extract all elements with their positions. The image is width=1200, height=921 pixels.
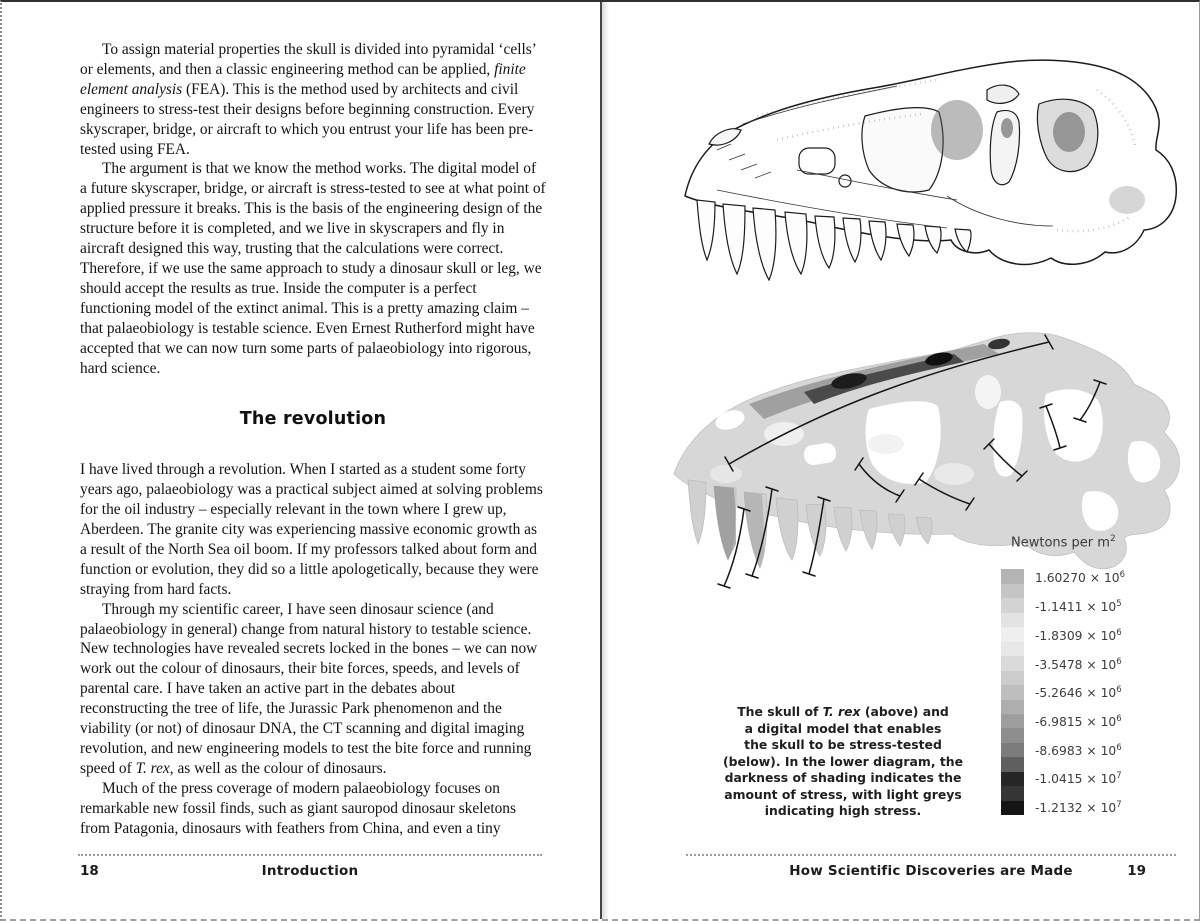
- italic-text-run: finite element analysis: [80, 60, 526, 98]
- legend-title: [1011, 534, 1172, 550]
- text-run: Much of the press coverage of modern palaeobiology focuses on remarkable new fossil finds, such as giant sauropod dinosaur skeletons from Patagonia, dinosaurs with feathers from China, and even a tiny: [80, 779, 516, 837]
- legend-title-text: Newtons per m: [1011, 535, 1110, 551]
- legend-value-exponent: 6: [1116, 627, 1122, 638]
- text-run: (above) and: [860, 704, 949, 719]
- colorbar-step: [1001, 786, 1024, 800]
- legend-value: [1035, 627, 1125, 643]
- paragraph: [80, 779, 546, 839]
- page-number: 19: [1127, 863, 1146, 879]
- caption-line: [699, 721, 987, 738]
- colorbar-step: [1001, 627, 1024, 641]
- legend-value-labels: [1035, 569, 1125, 815]
- figure-caption: [699, 704, 987, 820]
- caption-line: [699, 803, 987, 820]
- caption-line: [699, 737, 987, 754]
- running-head: Introduction: [261, 863, 359, 879]
- legend-value-text: 1.60270 × 10: [1035, 571, 1120, 586]
- colorbar-step: [1001, 728, 1024, 742]
- legend-value-text: -5.2646 × 10: [1035, 686, 1117, 701]
- italic-text-run: T. rex: [822, 704, 861, 719]
- legend-title-superscript: 2: [1109, 534, 1116, 544]
- legend-value-exponent: 7: [1116, 771, 1122, 782]
- legend-value: [1035, 684, 1125, 700]
- colorbar-step: [1001, 700, 1024, 714]
- text-run: indicating high stress.: [764, 803, 922, 818]
- text-run: the skull to be stress-tested: [744, 737, 942, 752]
- caption-line: [699, 754, 987, 771]
- trex-skull-illustration: [657, 20, 1197, 320]
- text-run: , as well as the colour of dinosaurs.: [169, 759, 387, 777]
- stress-legend: [997, 534, 1172, 815]
- colorbar-step: [1001, 598, 1024, 612]
- text-run: darkness of shading indicates the: [724, 770, 962, 785]
- text-run: (FEA). This is the method used by architects and civil engineers to stress-test their designs before beginning construction. Every skyscraper, bridge, or aircraft to which you entrust your life has been pre-tested using FEA.: [80, 80, 535, 158]
- legend-value-text: -1.0415 × 10: [1035, 772, 1117, 787]
- text-run: I have lived through a revolution. When I started as a student some forty years ago, palaeobiology was a practical subject aimed at solving problems for the oil industry – especially relevant in the town where I grew up, Aberdeen. The granite city was experiencing massive economic growth as a result of the North Sea oil boom. If my professors talked about form and function or evolution, they did so a little apologetically, because they were straying from hard facts.: [80, 461, 543, 598]
- legend-body: [997, 569, 1172, 815]
- text-run: a digital model that enables: [744, 720, 942, 736]
- colorbar-step: [1001, 642, 1024, 656]
- gutter-shadow: [602, 2, 609, 919]
- legend-value: [1035, 713, 1125, 729]
- caption-line: [699, 770, 987, 787]
- colorbar-step: [1001, 714, 1024, 728]
- legend-value-exponent: 6: [1116, 742, 1122, 753]
- legend-value-exponent: 5: [1116, 599, 1122, 610]
- legend-value: [1035, 742, 1125, 758]
- running-head: How Scientific Discoveries are Made: [789, 863, 1073, 879]
- paragraph: [80, 460, 546, 599]
- legend-value: [1035, 598, 1125, 614]
- legend-value-exponent: 6: [1119, 570, 1126, 581]
- paragraph: [80, 159, 546, 378]
- italic-text-run: T. rex: [135, 759, 170, 777]
- legend-value-exponent: 6: [1116, 714, 1122, 724]
- body-text-column: [80, 40, 546, 839]
- legend-value-text: -1.1411 × 10: [1035, 600, 1117, 615]
- legend-value: [1035, 799, 1125, 815]
- colorbar-step: [1001, 757, 1024, 771]
- legend-value-exponent: 6: [1116, 656, 1122, 667]
- paragraph: [80, 40, 546, 159]
- text-run: The skull of: [737, 704, 823, 719]
- paragraph: [80, 600, 546, 779]
- text-run: amount of stress, with light greys: [724, 786, 962, 802]
- legend-value-text: -1.8309 × 10: [1035, 628, 1117, 643]
- text-run: (below). In the lower diagram, the: [723, 753, 963, 769]
- text-run: Through my scientific career, I have seen dinosaur science (and palaeobiology in general) change from natural history to testable science. New technologies have revealed secrets locked in the bones – we can now work out the colour of dinosaurs, their bite forces, speeds, and levels of parental care. I have taken an active part in the debates about reconstructing the tree of life, the Jurassic Park phenomenon and the viability (or not) of dinosaur DNA, the CT scanning and digital imaging revolution, and new engineering models to test the bite force and running speed of: [80, 600, 538, 777]
- colorbar-step: [1001, 801, 1024, 815]
- legend-value: [1035, 770, 1125, 786]
- caption-line: [699, 704, 987, 721]
- legend-colorbar: [1001, 569, 1024, 815]
- text-run: To assign material properties the skull is divided into pyramidal ‘cells’ or elements, and then a classic engineering method can be applied,: [80, 41, 536, 78]
- colorbar-step: [1001, 613, 1024, 627]
- legend-value-text: -3.5478 × 10: [1035, 657, 1117, 672]
- colorbar-step: [1001, 584, 1024, 598]
- legend-value-text: -8.6983 × 10: [1035, 743, 1117, 758]
- left-page-footer: [78, 854, 542, 879]
- colorbar-step: [1001, 772, 1024, 786]
- colorbar-step: [1001, 685, 1024, 699]
- legend-value: [1035, 656, 1125, 672]
- text-run: The argument is that we know the method works. The digital model of a future skyscraper, bridge, or aircraft is stress-tested to see at what point of applied pressure it breaks. This is the basis of the engineering design of the structure before it is completed, and we live in skyscrapers and fly in aircraft designed this way, trusting that the calculations were correct. Therefore, if we use the same approach to study a dinosaur skull or leg, we should accept the results as true. Inside the computer is a perfect functioning model of the extinct animal. This is a pretty amazing claim – that palaeobiology is testable science. Even Ernest Rutherford might have accepted that we can now turn some parts of palaeobiology into rigorous, hard science.: [80, 160, 546, 377]
- caption-line: [699, 787, 987, 804]
- legend-value-exponent: 7: [1116, 800, 1122, 811]
- legend-value-exponent: 6: [1116, 685, 1122, 696]
- legend-value: [1035, 569, 1125, 585]
- legend-value-text: -6.9815 × 10: [1035, 715, 1117, 730]
- legend-value-text: -1.2132 × 10: [1035, 801, 1117, 816]
- colorbar-step: [1001, 671, 1024, 685]
- section-heading: The revolution: [239, 409, 387, 430]
- colorbar-step: [1001, 569, 1024, 583]
- colorbar-step: [1001, 743, 1024, 757]
- page-number: 18: [80, 863, 99, 879]
- right-page-footer: [686, 854, 1176, 879]
- colorbar-step: [1001, 656, 1024, 670]
